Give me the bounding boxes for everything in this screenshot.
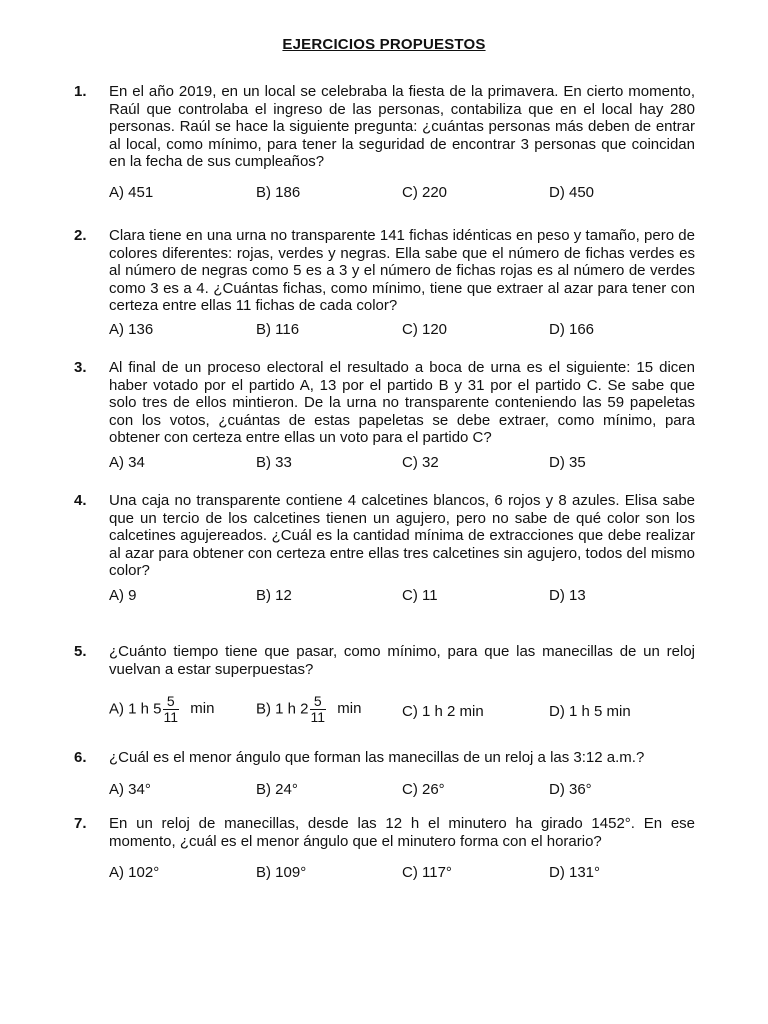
- question-text: Clara tiene en una urna no transparente 141 fichas idénticas en peso y tamaño, pero de colores diferentes: rojas, verdes y negras. Ella sabe que el número de fichas verdes es al número de negras como 5 es a 3 y el número de fichas rojas es al número de verdes como 3 es a 4. ¿Cuántas fichas, como mínimo, tiene que extraer al azar para tener con certeza entre ellas 11 fichas de cada color?: [109, 227, 695, 314]
- option-b: [256, 694, 361, 725]
- question-text: En el año 2019, en un local se celebraba la fiesta de la primavera. En cierto momento, Raúl que controlaba el ingreso de las personas, contabiliza que en el local hay 280 personas. Raúl se hace la siguiente pregunta: ¿cuántas personas más deben de entrar al local, como mínimo, para tener la seguridad de encontrar 3 personas que coincidan en la fecha de sus cumpleaños?: [109, 83, 695, 170]
- option-b: B) 24°: [256, 781, 298, 798]
- question-number: 1.: [74, 83, 87, 100]
- options-1: [109, 184, 709, 204]
- option-c: C) 1 h 2 min: [402, 703, 484, 720]
- option-b: B) 186: [256, 184, 301, 201]
- options-4: [109, 587, 709, 607]
- option-a: [109, 694, 214, 725]
- fraction: [310, 694, 327, 725]
- option-b: B) 109°: [256, 864, 307, 881]
- option-d: D) 166: [549, 321, 595, 338]
- option-c: C) 32: [402, 454, 439, 471]
- question-text: ¿Cuánto tiempo tiene que pasar, como mínimo, para que las manecillas de un reloj vuelvan a estar superpuestas?: [109, 643, 695, 678]
- question-number: 2.: [74, 227, 87, 244]
- fraction-denominator: 11: [310, 709, 326, 725]
- option-c: C) 26°: [402, 781, 445, 798]
- fraction-numerator: 5: [163, 694, 180, 710]
- options-6: [109, 781, 709, 801]
- option-a: A) 34°: [109, 781, 151, 798]
- option-d: D) 131°: [549, 864, 601, 881]
- option-c: C) 11: [402, 587, 438, 604]
- option-a: A) 34: [109, 454, 145, 471]
- option-c: C) 220: [402, 184, 448, 201]
- option-c: C) 117°: [402, 864, 452, 881]
- option-a: A) 451: [109, 184, 154, 201]
- option-d: D) 13: [549, 587, 586, 604]
- fraction-denominator: 11: [163, 709, 179, 725]
- question-number: 7.: [74, 815, 87, 832]
- options-3: [109, 454, 709, 474]
- option-d: D) 1 h 5 min: [549, 703, 631, 720]
- options-7: [109, 864, 709, 884]
- option-d: D) 450: [549, 184, 595, 201]
- option-b-prefix: B) 1 h 2: [256, 700, 309, 718]
- question-number: 4.: [74, 492, 87, 509]
- option-a: A) 102°: [109, 864, 160, 881]
- option-b: B) 12: [256, 587, 292, 604]
- option-d: D) 36°: [549, 781, 592, 798]
- option-a: A) 136: [109, 321, 154, 338]
- option-a-suffix: min: [190, 700, 215, 718]
- fraction: [163, 694, 180, 725]
- page-title: EJERCICIOS PROPUESTOS: [282, 36, 486, 53]
- question-text: Al final de un proceso electoral el resultado a boca de urna es el siguiente: 15 dicen haber votado por el partido A, 13 por el partido B y 31 por el partido C. Se sabe que solo tres de ellos mintieron. De la urna no transparente conteniendo las 59 papeletas con los votos, ¿cuántas de estas papeletas se debe extraer, como mínimo, para obtener con certeza entre ellas un voto para el partido C?: [109, 359, 695, 446]
- question-text: En un reloj de manecillas, desde las 12 h el minutero ha girado 1452°. En ese momento, ¿cuál es el menor ángulo que el minutero forma con el horario?: [109, 815, 695, 850]
- option-a: A) 9: [109, 587, 137, 604]
- option-b-suffix: min: [337, 700, 362, 718]
- option-a-prefix: A) 1 h 5: [109, 700, 162, 718]
- question-number: 6.: [74, 749, 87, 766]
- question-number: 5.: [74, 643, 87, 660]
- fraction-numerator: 5: [310, 694, 327, 710]
- option-c: C) 120: [402, 321, 448, 338]
- option-b: B) 33: [256, 454, 292, 471]
- options-5: [109, 694, 709, 730]
- option-d: D) 35: [549, 454, 586, 471]
- option-b: B) 116: [256, 321, 300, 338]
- question-number: 3.: [74, 359, 87, 376]
- question-text: Una caja no transparente contiene 4 calcetines blancos, 6 rojos y 8 azules. Elisa sabe que un tercio de los calcetines tienen un agujero, pero no sabe de qué color son los calcetines agujereados. ¿Cuál es la cantidad mínima de extracciones que debe realizar al azar para obtener con certeza entre ellas tres calcetines sin agujero, todos del mismo color?: [109, 492, 695, 579]
- question-text: ¿Cuál es el menor ángulo que forman las manecillas de un reloj a las 3:12 a.m.?: [109, 749, 645, 766]
- options-2: [109, 321, 709, 341]
